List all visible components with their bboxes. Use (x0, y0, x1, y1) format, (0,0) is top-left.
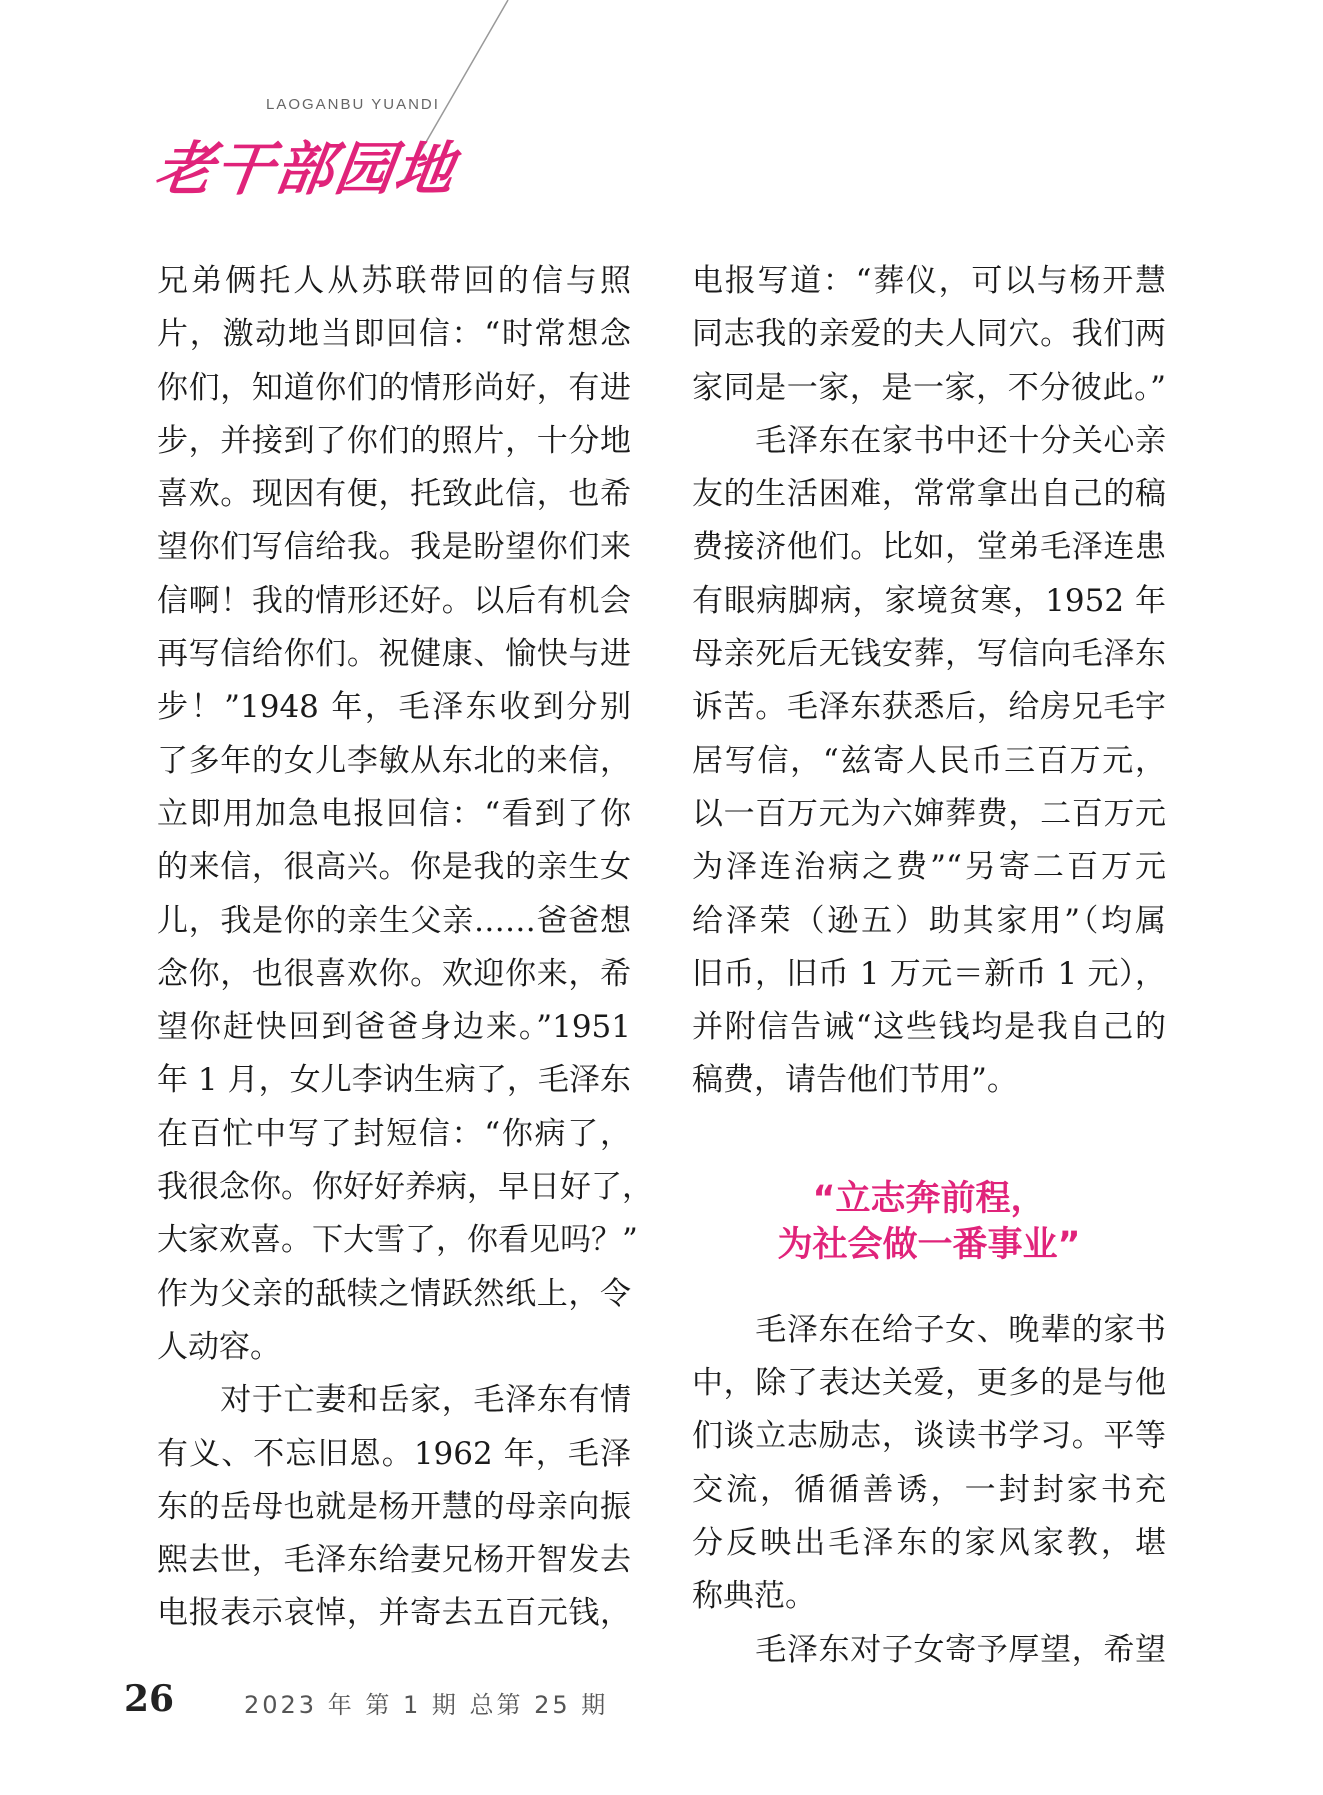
text-line: 片，激动地当即回信：“时常想念 (157, 316, 631, 353)
text-line: 年 1 月，女儿李讷生病了，毛泽东 (157, 1062, 631, 1099)
text-line: 交流，循循善诱，一封封家书充 (692, 1471, 1166, 1508)
section-heading-line2: 为社会做一番事业” (777, 1224, 1081, 1265)
text-line: 再写信给你们。祝健康、愉快与进 (157, 636, 631, 673)
text-line: 居写信，“兹寄人民币三百万元， (692, 742, 1166, 779)
text-line: 东的岳母也就是杨开慧的母亲向振 (157, 1488, 631, 1525)
text-line: 有义、不忘旧恩。1962 年，毛泽 (157, 1435, 631, 1472)
magazine-logo: 老干部园地 (150, 135, 461, 203)
text-line: 稿费，请告他们节用”。 (692, 1062, 1018, 1099)
right-column (692, 255, 1166, 1677)
text-line: 旧币，旧币 1 万元＝新币 1 元）， (692, 955, 1166, 992)
text-line: 称典范。 (692, 1578, 816, 1615)
text-line: 中，除了表达关爱，更多的是与他 (692, 1365, 1166, 1402)
text-line: 们谈立志励志，谈读书学习。平等 (692, 1418, 1166, 1455)
text-line: 同志我的亲爱的夫人同穴。我们两 (692, 316, 1166, 353)
text-line: 对于亡妻和岳家，毛泽东有情 (157, 1382, 631, 1419)
text-line: 大家欢喜。下大雪了，你看见吗？” (157, 1222, 638, 1259)
text-line: 友的生活困难，常常拿出自己的稿 (692, 476, 1166, 513)
text-line: 我很念你。你好好养病，早日好了， (157, 1169, 653, 1206)
text-line: 的来信，很高兴。你是我的亲生女 (157, 849, 631, 886)
text-line: 毛泽东在家书中还十分关心亲 (692, 422, 1166, 459)
text-line: 家同是一家，是一家，不分彼此。” (692, 369, 1166, 406)
text-line: 母亲死后无钱安葬，写信向毛泽东 (692, 636, 1166, 673)
text-line: 电报表示哀悼，并寄去五百元钱， (157, 1595, 631, 1632)
text-line: 熙去世，毛泽东给妻兄杨开智发去 (157, 1542, 631, 1579)
page-number: 26 (124, 1678, 175, 1720)
section-heading-line1: “立志奔前程， (812, 1178, 1046, 1219)
text-line: 作为父亲的舐犊之情跃然纸上，令 (157, 1275, 631, 1312)
text-line: 立即用加急电报回信：“看到了你 (157, 795, 631, 832)
text-line: 人动容。 (157, 1328, 281, 1365)
issue-info: 2023 年 第 1 期 总第 25 期 (244, 1691, 609, 1719)
text-line: 兄弟俩托人从苏联带回的信与照 (157, 263, 631, 299)
text-line: 步！”1948 年，毛泽东收到分别 (157, 689, 631, 726)
spacer (692, 1268, 1166, 1304)
text-line: 给泽荣（逊五）助其家用”（均属 (692, 902, 1166, 939)
text-line: 以一百万元为六婶葬费，二百万元 (692, 795, 1166, 832)
header-pinyin: LAOGANBU YUANDI (266, 96, 440, 113)
text-line: 你们，知道你们的情形尚好，有进 (157, 369, 631, 406)
text-line: 毛泽东在给子女、晚辈的家书 (692, 1311, 1166, 1348)
text-line: 步，并接到了你们的照片，十分地 (157, 422, 631, 459)
section-heading (692, 1176, 1166, 1268)
text-line: 望你们写信给我。我是盼望你们来 (157, 529, 631, 566)
left-column (157, 255, 653, 1641)
spacer (692, 1108, 1166, 1176)
text-line: 在百忙中写了封短信：“你病了， (157, 1115, 631, 1152)
text-line: 为泽连治病之费”“另寄二百万元 (692, 849, 1166, 886)
text-line: 并附信告诫“这些钱均是我自己的 (692, 1009, 1166, 1046)
text-line: 分反映出毛泽东的家风家教，堪 (692, 1524, 1166, 1561)
text-line: 儿，我是你的亲生父亲……爸爸想 (157, 902, 631, 939)
text-line: 诉苦。毛泽东获悉后，给房兄毛宇 (692, 689, 1166, 726)
text-line: 念你，也很喜欢你。欢迎你来，希 (157, 955, 631, 992)
text-line: 喜欢。现因有便，托致此信，也希 (157, 476, 631, 513)
text-line: 信啊！我的情形还好。以后有机会 (157, 582, 631, 619)
text-line: 望你赶快回到爸爸身边来。”1951 (157, 1009, 631, 1046)
text-line: 毛泽东对子女寄予厚望，希望 (692, 1631, 1166, 1668)
text-line: 电报写道：“葬仪，可以与杨开慧 (692, 263, 1166, 299)
text-line: 有眼病脚病，家境贫寒，1952 年 (692, 582, 1166, 619)
text-line: 费接济他们。比如，堂弟毛泽连患 (692, 529, 1166, 566)
text-line: 了多年的女儿李敏从东北的来信， (157, 742, 631, 779)
